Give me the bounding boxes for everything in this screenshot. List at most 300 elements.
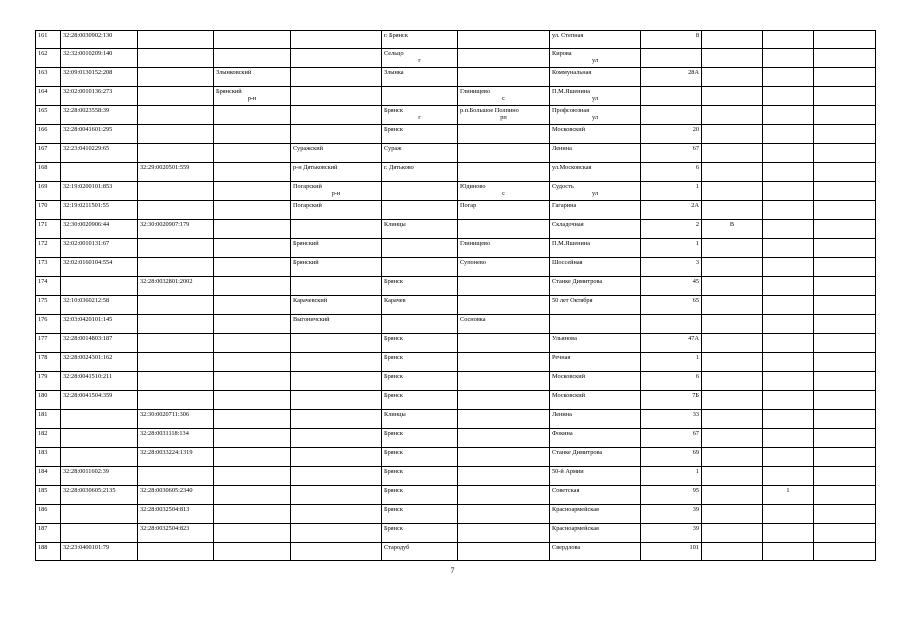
territory-cell-text: р-н Дятьковский xyxy=(293,164,338,171)
extra-cell xyxy=(702,486,763,505)
street-cell-subtext: ул xyxy=(591,114,598,121)
extra-cell-2 xyxy=(763,258,814,277)
district-cell xyxy=(214,543,291,561)
house-cell xyxy=(641,543,702,561)
extra-cell-3 xyxy=(814,391,876,410)
cadastral-number-alt xyxy=(138,220,214,239)
extra-cell xyxy=(702,144,763,163)
extra-cell xyxy=(702,277,763,296)
extra-cell-2 xyxy=(763,31,814,49)
cadastral-number-alt-text: 32:29:0020501:559 xyxy=(140,164,190,171)
extra-cell-2 xyxy=(763,49,814,68)
row-number-text: 173 xyxy=(38,259,48,266)
street-cell xyxy=(550,239,641,258)
cadastral-number-alt xyxy=(138,505,214,524)
row-number-text: 186 xyxy=(38,506,48,513)
city-cell xyxy=(382,239,458,258)
district-cell xyxy=(214,258,291,277)
city-cell xyxy=(382,182,458,201)
cadastral-number xyxy=(61,49,138,68)
row-number xyxy=(36,163,61,182)
district-cell xyxy=(214,467,291,486)
cadastral-number-alt xyxy=(138,68,214,87)
city-cell-text: Брянск xyxy=(384,335,403,342)
village-cell-text: р.п.Большое Полпино xyxy=(460,107,519,114)
territory-cell xyxy=(291,182,382,201)
district-cell xyxy=(214,201,291,220)
village-cell xyxy=(458,68,550,87)
village-cell xyxy=(458,296,550,315)
cadastral-number xyxy=(61,258,138,277)
street-cell-text: П.М.Яшенина xyxy=(552,240,591,247)
territory-cell xyxy=(291,106,382,125)
extra-cell-2-text: 1 xyxy=(786,487,790,494)
row-number-text: 161 xyxy=(38,32,48,39)
row-number xyxy=(36,524,61,543)
street-cell-text: Складочная xyxy=(552,221,584,228)
extra-cell-2 xyxy=(763,201,814,220)
extra-cell xyxy=(702,315,763,334)
row-number xyxy=(36,505,61,524)
cadastral-number-text: 32:28:0041504:359 xyxy=(63,392,113,399)
extra-cell xyxy=(702,410,763,429)
house-cell xyxy=(641,49,702,68)
extra-cell-2 xyxy=(763,486,814,505)
house-cell-text: 1 xyxy=(695,240,699,247)
district-cell xyxy=(214,277,291,296)
extra-cell-3 xyxy=(814,296,876,315)
cadastral-number-alt xyxy=(138,429,214,448)
cadastral-number xyxy=(61,144,138,163)
extra-cell-2 xyxy=(763,106,814,125)
extra-cell xyxy=(702,334,763,353)
city-cell xyxy=(382,372,458,391)
cadastral-number-alt xyxy=(138,315,214,334)
district-cell xyxy=(214,49,291,68)
table-row xyxy=(36,353,876,372)
row-number-text: 182 xyxy=(38,430,48,437)
cadastral-number-alt xyxy=(138,334,214,353)
table-row xyxy=(36,220,876,239)
cadastral-number-alt xyxy=(138,296,214,315)
extra-cell-2 xyxy=(763,68,814,87)
row-number-text: 178 xyxy=(38,354,48,361)
street-cell xyxy=(550,372,641,391)
village-cell xyxy=(458,163,550,182)
page-number: 7 xyxy=(450,566,455,575)
district-cell xyxy=(214,524,291,543)
cadastral-number-text: 32:32:0010209:140 xyxy=(63,50,113,57)
table-row xyxy=(36,448,876,467)
street-cell xyxy=(550,543,641,561)
cadastral-number xyxy=(61,125,138,144)
row-number-text: 164 xyxy=(38,88,48,95)
table-row xyxy=(36,334,876,353)
village-cell xyxy=(458,182,550,201)
extra-cell xyxy=(702,391,763,410)
cadastral-number-alt xyxy=(138,201,214,220)
extra-cell xyxy=(702,49,763,68)
territory-cell xyxy=(291,315,382,334)
city-cell xyxy=(382,201,458,220)
territory-cell-text: Суражский xyxy=(293,145,323,152)
cadastral-number-text: 32:03:0420101:145 xyxy=(63,316,113,323)
city-cell-text: Брянск xyxy=(384,373,403,380)
territory-cell xyxy=(291,391,382,410)
table-row xyxy=(36,31,876,49)
cadastral-number xyxy=(61,87,138,106)
row-number xyxy=(36,144,61,163)
table-row xyxy=(36,182,876,201)
street-cell xyxy=(550,144,641,163)
village-cell xyxy=(458,410,550,429)
city-cell-text: Сураж xyxy=(384,145,402,152)
house-cell xyxy=(641,258,702,277)
city-cell-text: Брянск xyxy=(384,525,403,532)
cadastral-number xyxy=(61,505,138,524)
row-number-text: 169 xyxy=(38,183,48,190)
table-row xyxy=(36,239,876,258)
village-cell xyxy=(458,277,550,296)
house-cell-text: 3 xyxy=(695,259,699,266)
extra-cell-3 xyxy=(814,543,876,561)
house-cell xyxy=(641,467,702,486)
row-number-text: 171 xyxy=(38,221,48,228)
row-number xyxy=(36,429,61,448)
extra-cell-3 xyxy=(814,486,876,505)
cadastral-number-text: 32:19:0211501:55 xyxy=(63,202,109,209)
extra-cell-3 xyxy=(814,277,876,296)
street-cell xyxy=(550,524,641,543)
extra-cell-3 xyxy=(814,182,876,201)
row-number-text: 172 xyxy=(38,240,48,247)
extra-cell xyxy=(702,429,763,448)
city-cell-text: Стародуб xyxy=(384,544,410,551)
row-number xyxy=(36,125,61,144)
city-cell xyxy=(382,125,458,144)
extra-cell-3 xyxy=(814,106,876,125)
cadastral-number xyxy=(61,448,138,467)
territory-cell xyxy=(291,524,382,543)
table-row xyxy=(36,144,876,163)
house-cell-text: 39 xyxy=(692,525,699,532)
district-cell-text: Злынковский xyxy=(216,69,252,76)
cadastral-number xyxy=(61,410,138,429)
district-cell xyxy=(214,448,291,467)
extra-cell xyxy=(702,125,763,144)
street-cell-text: Коммунальная xyxy=(552,69,592,76)
table-row xyxy=(36,315,876,334)
territory-cell xyxy=(291,31,382,49)
row-number-text: 181 xyxy=(38,411,48,418)
extra-cell-2 xyxy=(763,87,814,106)
extra-cell xyxy=(702,239,763,258)
cadastral-number-alt-text: 32:28:0032504:813 xyxy=(140,506,190,513)
city-cell-text: Сельцо xyxy=(384,50,404,57)
cadastral-number xyxy=(61,315,138,334)
village-cell xyxy=(458,258,550,277)
street-cell-subtext: ул xyxy=(591,190,598,197)
street-cell xyxy=(550,49,641,68)
table-row xyxy=(36,87,876,106)
village-cell xyxy=(458,372,550,391)
territory-cell-text: Выгоничский xyxy=(293,316,330,323)
territory-cell xyxy=(291,87,382,106)
row-number-text: 185 xyxy=(38,487,48,494)
street-cell xyxy=(550,486,641,505)
district-cell xyxy=(214,372,291,391)
city-cell-text: Брянск xyxy=(384,449,403,456)
table-row xyxy=(36,201,876,220)
village-cell xyxy=(458,201,550,220)
street-cell-text: Ленина xyxy=(552,411,572,418)
row-number xyxy=(36,372,61,391)
district-cell xyxy=(214,505,291,524)
district-cell xyxy=(214,239,291,258)
extra-cell xyxy=(702,258,763,277)
row-number-text: 183 xyxy=(38,449,48,456)
street-cell xyxy=(550,163,641,182)
row-number-text: 175 xyxy=(38,297,48,304)
city-cell-text: Злынка xyxy=(384,69,404,76)
house-cell-text: 47А xyxy=(688,335,699,342)
street-cell xyxy=(550,87,641,106)
table-row xyxy=(36,429,876,448)
district-cell xyxy=(214,391,291,410)
cadastral-number xyxy=(61,429,138,448)
cadastral-number-alt xyxy=(138,277,214,296)
village-cell xyxy=(458,543,550,561)
city-cell-text: Брянск xyxy=(384,506,403,513)
table-row xyxy=(36,486,876,505)
street-cell-text: Красноармейская xyxy=(552,525,599,532)
table-row xyxy=(36,163,876,182)
street-cell-text: Станке Димитрова xyxy=(552,449,603,456)
cadastral-number-alt-text: 32:28:0032504:823 xyxy=(140,525,190,532)
district-cell xyxy=(214,353,291,372)
city-cell xyxy=(382,448,458,467)
street-cell-text: 50-й Армии xyxy=(552,468,584,475)
cadastral-number xyxy=(61,391,138,410)
village-cell xyxy=(458,429,550,448)
cadastral-number-alt xyxy=(138,31,214,49)
territory-cell xyxy=(291,258,382,277)
cadastral-number-text: 32:23:0400101:79 xyxy=(63,544,110,551)
row-number xyxy=(36,182,61,201)
extra-cell xyxy=(702,524,763,543)
house-cell-text: 67 xyxy=(692,145,699,152)
city-cell-subtext: г xyxy=(418,57,421,64)
territory-cell xyxy=(291,505,382,524)
extra-cell-2 xyxy=(763,125,814,144)
city-cell xyxy=(382,467,458,486)
extra-cell xyxy=(702,201,763,220)
street-cell-text: Фокина xyxy=(552,430,573,437)
territory-cell xyxy=(291,144,382,163)
extra-cell-2 xyxy=(763,220,814,239)
table-row xyxy=(36,125,876,144)
street-cell-text: Судость xyxy=(552,183,574,190)
cadastral-number-alt xyxy=(138,163,214,182)
cadastral-number-text: 32:28:0024301:162 xyxy=(63,354,113,361)
extra-cell-3 xyxy=(814,87,876,106)
city-cell-text: г. Брянск xyxy=(384,32,408,39)
cadastral-number xyxy=(61,68,138,87)
row-number xyxy=(36,258,61,277)
territory-cell-text: Погарский xyxy=(293,183,322,190)
row-number-text: 176 xyxy=(38,316,48,323)
cadastral-number-alt-text: 32:28:0033224:1319 xyxy=(140,449,193,456)
cadastral-number xyxy=(61,106,138,125)
territory-cell xyxy=(291,334,382,353)
house-cell xyxy=(641,524,702,543)
house-cell-text: 2А xyxy=(691,202,699,209)
extra-cell xyxy=(702,106,763,125)
street-cell xyxy=(550,448,641,467)
cadastral-number-alt xyxy=(138,372,214,391)
city-cell-text: Клинцы xyxy=(384,221,406,228)
house-cell xyxy=(641,87,702,106)
extra-cell-3 xyxy=(814,315,876,334)
row-number xyxy=(36,315,61,334)
house-cell-text: 67 xyxy=(692,430,699,437)
row-number-text: 180 xyxy=(38,392,48,399)
district-cell xyxy=(214,31,291,49)
city-cell xyxy=(382,220,458,239)
cadastral-number-alt xyxy=(138,543,214,561)
house-cell xyxy=(641,486,702,505)
street-cell xyxy=(550,334,641,353)
cadastral-number-alt xyxy=(138,448,214,467)
street-cell xyxy=(550,391,641,410)
village-cell-text: Глинищево xyxy=(460,88,491,95)
row-number xyxy=(36,87,61,106)
extra-cell-2 xyxy=(763,144,814,163)
city-cell xyxy=(382,31,458,49)
row-number xyxy=(36,543,61,561)
house-cell-text: 69 xyxy=(692,449,699,456)
row-number-text: 167 xyxy=(38,145,48,152)
house-cell-text: 45 xyxy=(692,278,699,285)
district-cell xyxy=(214,486,291,505)
row-number xyxy=(36,391,61,410)
street-cell-text: Гагарина xyxy=(552,202,577,209)
row-number xyxy=(36,31,61,49)
district-cell xyxy=(214,87,291,106)
row-number-text: 162 xyxy=(38,50,48,57)
city-cell xyxy=(382,277,458,296)
extra-cell-2 xyxy=(763,410,814,429)
district-cell xyxy=(214,296,291,315)
table-row xyxy=(36,543,876,561)
cadastral-number-alt xyxy=(138,239,214,258)
row-number xyxy=(36,296,61,315)
street-cell-text: Кирова xyxy=(552,50,572,57)
territory-cell xyxy=(291,49,382,68)
village-cell xyxy=(458,505,550,524)
extra-cell xyxy=(702,296,763,315)
extra-cell-3 xyxy=(814,410,876,429)
street-cell-text: П.М.Яшенина xyxy=(552,88,591,95)
house-cell xyxy=(641,220,702,239)
house-cell-text: 7Б xyxy=(692,392,699,399)
territory-cell xyxy=(291,486,382,505)
house-cell-text: 8 xyxy=(695,32,699,39)
extra-cell-3 xyxy=(814,31,876,49)
property-table xyxy=(35,30,876,561)
extra-cell-3 xyxy=(814,505,876,524)
house-cell-text: 95 xyxy=(692,487,699,494)
street-cell xyxy=(550,410,641,429)
table-row xyxy=(36,296,876,315)
row-number xyxy=(36,410,61,429)
village-cell xyxy=(458,144,550,163)
extra-cell-2 xyxy=(763,239,814,258)
house-cell-text: 2 xyxy=(695,221,699,228)
cadastral-number-text: 32:28:0011602:39 xyxy=(63,468,109,475)
cadastral-number-alt xyxy=(138,467,214,486)
table-row xyxy=(36,391,876,410)
house-cell xyxy=(641,125,702,144)
territory-cell-text: Карачевский xyxy=(293,297,328,304)
row-number-text: 166 xyxy=(38,126,48,133)
row-number xyxy=(36,106,61,125)
extra-cell-2 xyxy=(763,429,814,448)
cadastral-number-text: 32:19:0200101:853 xyxy=(63,183,113,190)
city-cell xyxy=(382,524,458,543)
street-cell-text: Московский xyxy=(552,126,585,133)
house-cell xyxy=(641,144,702,163)
street-cell-text: Красноармейская xyxy=(552,506,599,513)
table-row xyxy=(36,372,876,391)
extra-cell-2 xyxy=(763,505,814,524)
house-cell xyxy=(641,68,702,87)
extra-cell-3 xyxy=(814,467,876,486)
district-cell xyxy=(214,410,291,429)
city-cell-text: Клинцы xyxy=(384,411,406,418)
extra-cell xyxy=(702,467,763,486)
cadastral-number xyxy=(61,31,138,49)
territory-cell xyxy=(291,163,382,182)
house-cell xyxy=(641,353,702,372)
row-number-text: 179 xyxy=(38,373,48,380)
house-cell-text: 33 xyxy=(692,411,699,418)
cadastral-number-text: 32:30:0020906:44 xyxy=(63,221,110,228)
table-row xyxy=(36,106,876,125)
extra-cell-3 xyxy=(814,68,876,87)
territory-cell xyxy=(291,448,382,467)
table-body xyxy=(36,31,876,561)
cadastral-number xyxy=(61,163,138,182)
extra-cell-3 xyxy=(814,429,876,448)
district-cell xyxy=(214,334,291,353)
cadastral-number xyxy=(61,201,138,220)
village-cell xyxy=(458,448,550,467)
table-row xyxy=(36,68,876,87)
row-number xyxy=(36,201,61,220)
village-cell xyxy=(458,239,550,258)
cadastral-number xyxy=(61,239,138,258)
cadastral-number-alt xyxy=(138,125,214,144)
house-cell xyxy=(641,239,702,258)
extra-cell-3 xyxy=(814,49,876,68)
extra-cell-text: В xyxy=(729,221,735,228)
extra-cell xyxy=(702,182,763,201)
district-cell xyxy=(214,182,291,201)
village-cell xyxy=(458,220,550,239)
cadastral-number-text: 32:10:0360212:58 xyxy=(63,297,110,304)
row-number-text: 187 xyxy=(38,525,48,532)
